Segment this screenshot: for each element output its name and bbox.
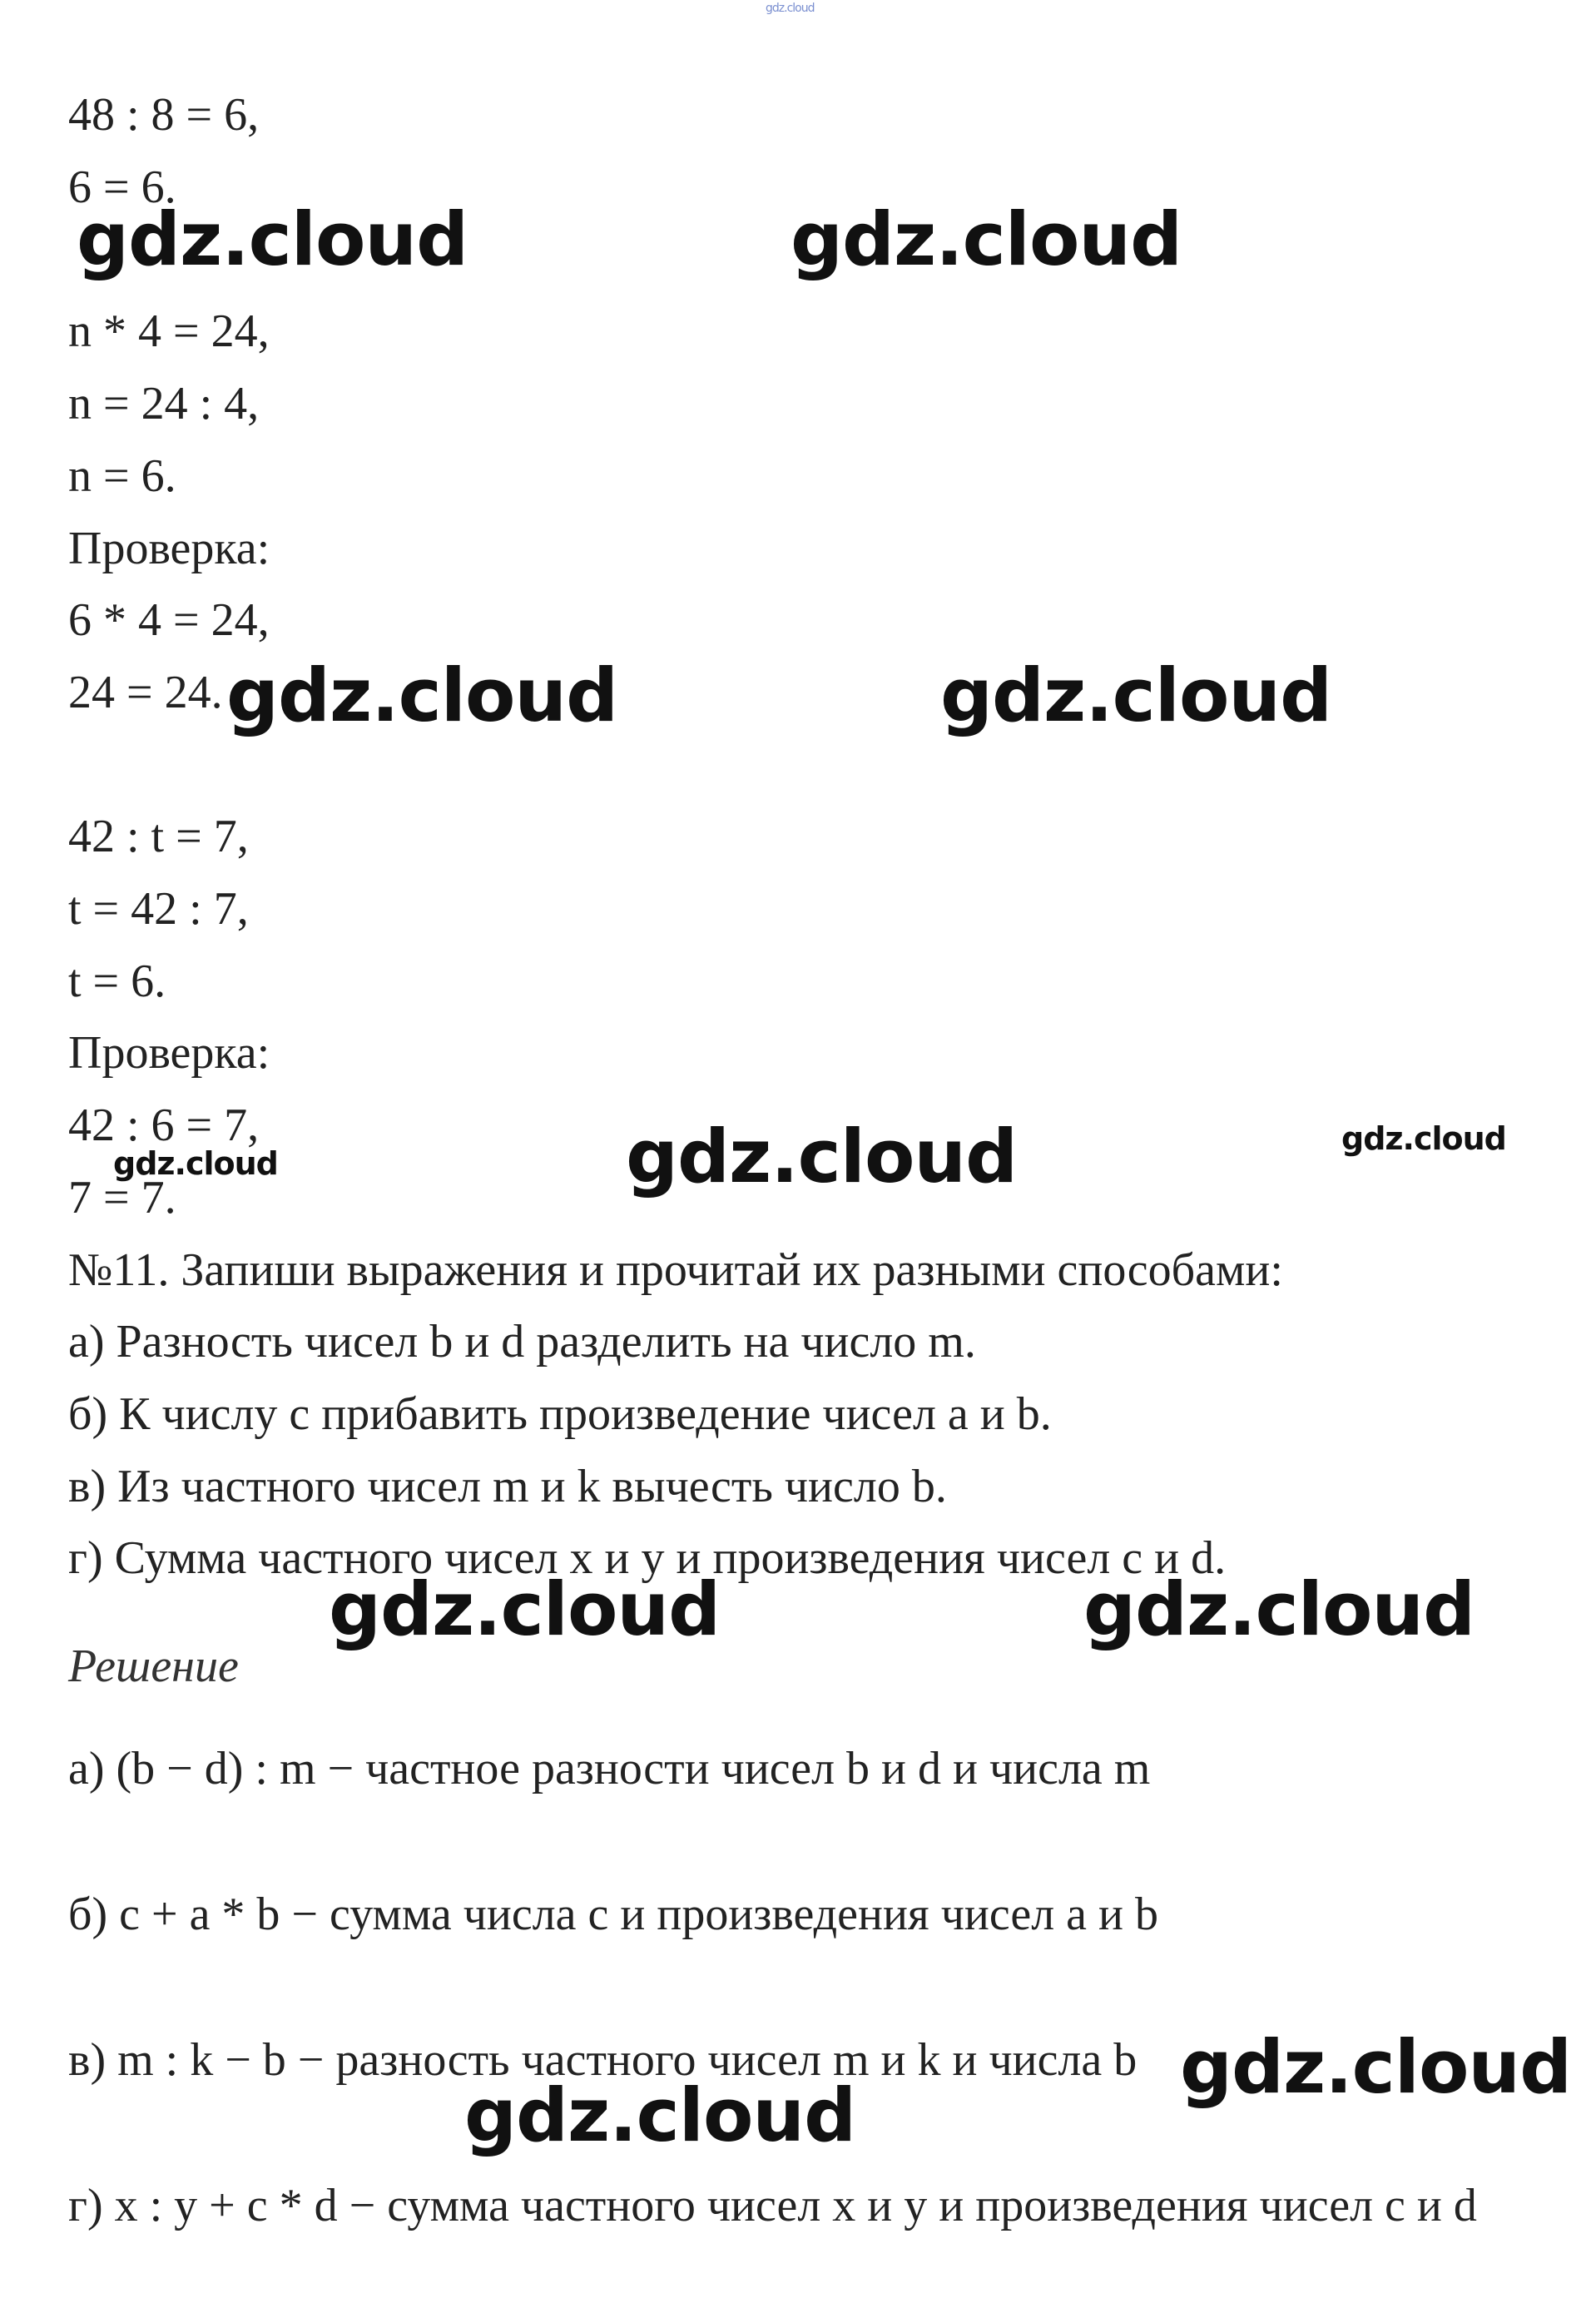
equation-line: t = 42 : 7,: [68, 883, 249, 935]
solution-item: б) c + a * b − сумма числа c и произведения чисел a и b: [68, 1889, 1158, 1940]
equation-line: 6 = 6.: [68, 161, 176, 213]
watermark: gdz.cloud: [113, 1145, 278, 1182]
watermark: gdz.cloud: [626, 1114, 1018, 1199]
task-item: г) Сумма частного чисел x и y и произведения чисел c и d.: [68, 1532, 1227, 1584]
watermark: gdz.cloud: [1180, 2024, 1572, 2110]
watermark: gdz.cloud: [226, 653, 618, 738]
equation-line: 6 * 4 = 24,: [68, 594, 270, 646]
task-item: в) Из частного чисел m и k вычесть число b.: [68, 1461, 947, 1512]
equation-line: 7 = 7.: [68, 1172, 176, 1224]
equation-line: n * 4 = 24,: [68, 305, 270, 357]
watermark: gdz.cloud: [791, 196, 1182, 282]
equation-line: n = 6.: [68, 450, 176, 502]
solution-item: в) m : k − b − разность частного чисел m и k и числа b: [68, 2034, 1138, 2086]
watermark: gdz.cloud: [1083, 1566, 1475, 1652]
equation-line: 42 : 6 = 7,: [68, 1099, 260, 1151]
top-watermark: gdz.cloud: [766, 2, 815, 15]
task-heading: №11. Запиши выражения и прочитай их разными способами:: [68, 1244, 1283, 1296]
equation-line: n = 24 : 4,: [68, 378, 260, 429]
equation-line: 48 : 8 = 6,: [68, 89, 260, 141]
solution-item: а) (b − d) : m − частное разности чисел b и d и числа m: [68, 1743, 1151, 1794]
watermark: gdz.cloud: [464, 2072, 856, 2158]
check-label: Проверка:: [68, 523, 270, 574]
watermark: gdz.cloud: [940, 653, 1332, 738]
watermark: gdz.cloud: [329, 1566, 721, 1652]
check-label: Проверка:: [68, 1027, 270, 1079]
solution-item: г) x : y + c * d − сумма частного чисел x и y и произведения чисел c и d: [68, 2180, 1477, 2231]
watermark: gdz.cloud: [1341, 1120, 1506, 1157]
equation-line: 42 : t = 7,: [68, 811, 249, 862]
watermark: gdz.cloud: [77, 196, 468, 282]
task-item: б) К числу с прибавить произведение чисел a и b.: [68, 1388, 1052, 1440]
task-item: а) Разность чисел b и d разделить на число m.: [68, 1316, 976, 1367]
equation-line: 24 = 24.: [68, 667, 223, 718]
equation-line: t = 6.: [68, 956, 166, 1007]
solution-label: Решение: [68, 1640, 239, 1692]
